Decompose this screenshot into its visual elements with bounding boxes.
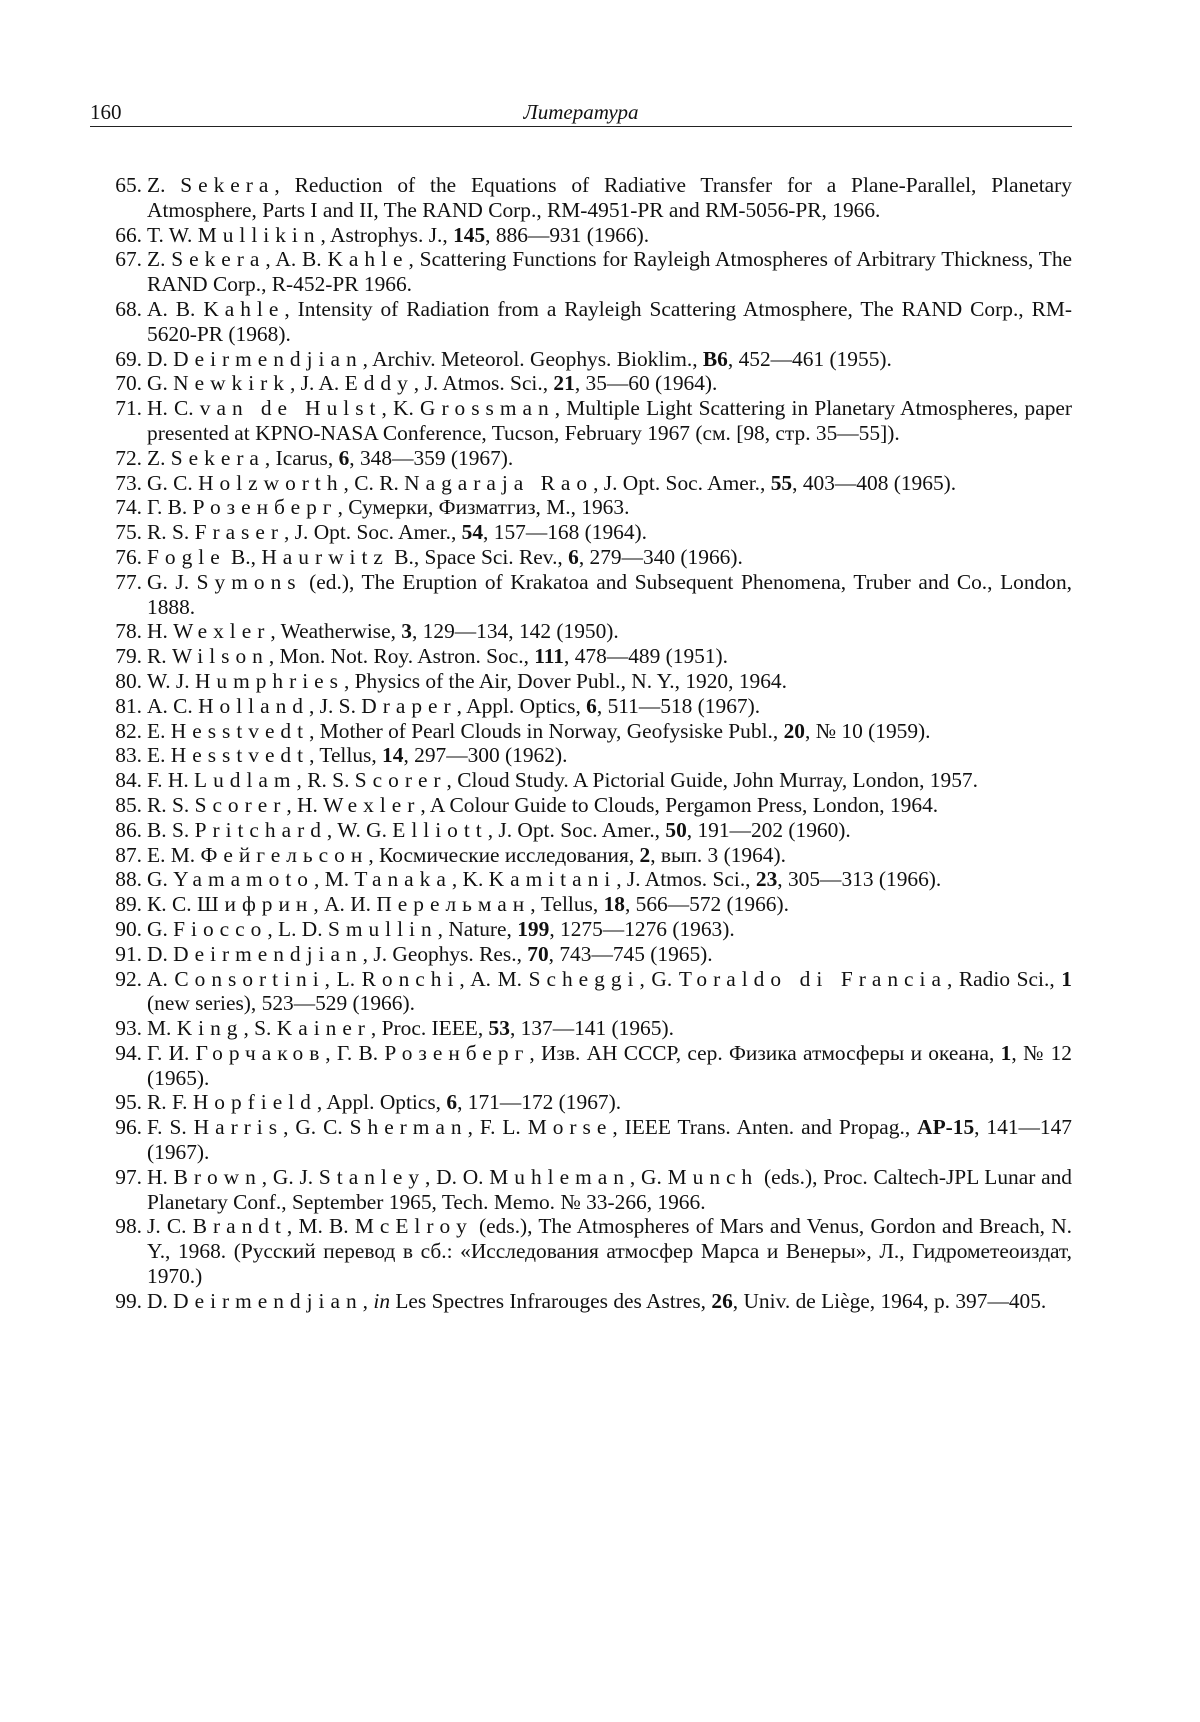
author-name: Hesstvedt [170, 743, 310, 768]
reference-text: , Proc. IEEE, [370, 1016, 489, 1041]
reference-text: , 305—313 (1966). [777, 867, 942, 892]
reference-text: , Cloud Study. A Pictorial Guide, John Murray, London, 1957. [446, 768, 978, 793]
reference-text: , Archiv. Meteorol. Geophys. Bioklim., [362, 346, 703, 371]
reference-text: , Tellus, [309, 743, 383, 768]
volume-number: 21 [553, 371, 575, 396]
volume-number: AP-15 [917, 1115, 975, 1140]
reference-number: 75. [115, 520, 142, 545]
reference-text: G. J. [147, 569, 197, 594]
author-name: Draper [361, 693, 457, 718]
author-name: Scorer [354, 768, 447, 793]
reference-text: H. [147, 1164, 174, 1189]
reference-number: 77. [115, 569, 142, 594]
reference-number: 82. [115, 718, 142, 743]
reference-number: 95. [115, 1090, 142, 1115]
reference-text: , 157—168 (1964). [483, 520, 648, 545]
reference-text: D. [147, 1288, 174, 1313]
author-name: Stanley [318, 1164, 426, 1189]
reference-text: B. S. [147, 817, 195, 842]
reference-text: Z. [147, 247, 172, 272]
reference-text: , А. И. [313, 892, 377, 917]
reference-text: Z. [147, 173, 181, 197]
author-name: Fraser [194, 520, 284, 545]
author-name: Munch [667, 1164, 759, 1189]
reference-text: B., Space Sci. Rev., [388, 544, 569, 569]
reference-item [90, 644, 1072, 669]
reference-text: , G. J. [261, 1164, 319, 1189]
reference-text: , № 12 (1965). [147, 1040, 1072, 1090]
author-name: Morse [527, 1115, 613, 1140]
reference-text: , Multiple Light Scattering in Planetary Atmospheres, paper presented at KPNO-NASA Conference, Tucson, February 1967 (см. [98, стр. 35—55]). [147, 396, 1073, 445]
reference-text: W. J. [147, 668, 195, 693]
volume-number: 50 [665, 817, 687, 842]
reference-item [90, 843, 1072, 868]
author-name: Фейгельсон [200, 842, 369, 867]
reference-text: , Изв. АН СССР, сер. Физика атмосферы и океана, [529, 1040, 1001, 1065]
reference-number: 69. [115, 346, 142, 371]
reference-text: , Appl. Optics, [316, 1090, 447, 1115]
reference-text: G. [147, 867, 174, 892]
reference-text: A. B. [147, 296, 204, 321]
reference-number: 66. [115, 222, 142, 247]
author-name: Pritchard [194, 817, 327, 842]
author-name: Горчаков [195, 1040, 326, 1065]
author-name: Consortini [174, 966, 325, 991]
reference-text: , D. O. [425, 1164, 490, 1189]
reference-text: , Physics of the Air, Dover Publ., N. Y., 1920, 1964. [343, 668, 787, 693]
reference-item [90, 743, 1072, 768]
reference-text: Е. М. [147, 842, 201, 867]
reference-text: , Weatherwise, [270, 619, 402, 644]
reference-number: 79. [115, 644, 142, 669]
author-name: Kahle [203, 296, 285, 321]
reference-number: 88. [115, 867, 142, 892]
reference-text: , F. L. [467, 1115, 528, 1140]
reference-number: 84. [115, 768, 142, 793]
volume-number: 6 [568, 544, 579, 569]
author-name: Yamamoto [173, 867, 314, 892]
reference-number: 65. [115, 173, 142, 197]
author-name: Hopfield [192, 1090, 317, 1115]
author-name: Brown [173, 1164, 262, 1189]
reference-text: (ed.), The Eruption of Krakatoa and Subsequent Phenomena, Truber and Co., London, 1888. [147, 569, 1072, 619]
reference-text: , M. B. [286, 1214, 355, 1239]
reference-number: 85. [115, 792, 142, 817]
reference-text: , Космические исследования, [368, 842, 640, 867]
page-number: 160 [90, 100, 122, 124]
author-name: King [176, 1016, 244, 1041]
reference-text: , J. S. [308, 693, 362, 718]
reference-text: , C. R. [343, 470, 405, 495]
reference-number: 67. [115, 247, 142, 272]
reference-number: 74. [115, 495, 142, 520]
reference-number: 80. [115, 668, 142, 693]
reference-text: , 511—518 (1967). [596, 693, 761, 718]
reference-text: , 478—489 (1951). [564, 644, 728, 669]
reference-text: , G. C. [283, 1115, 350, 1140]
reference-text: B., [225, 544, 262, 569]
reference-text: , Scattering Functions for Rayleigh Atmospheres of Arbitrary Thickness, The RAND Corp., R-452-PR 1966. [147, 247, 1073, 297]
reference-text: , Mon. Not. Roy. Astron. Soc., [268, 644, 535, 669]
reference-text: , H. [286, 792, 324, 817]
reference-text: , 403—408 (1965). [792, 470, 957, 495]
author-name: Kainer [276, 1016, 371, 1041]
reference-item [90, 1115, 1072, 1165]
reference-item [90, 446, 1072, 471]
reference-list [90, 173, 1072, 1314]
reference-text: К. С. [147, 892, 197, 917]
reference-text: , [362, 1288, 374, 1313]
author-name: Hesstvedt [170, 718, 310, 743]
author-name: Elliott [392, 817, 488, 842]
reference-text: (eds.), Proc. Caltech-JPL Lunar and Planetary Conf., September 1965, Tech. Memo. № 33-266, 1966. [147, 1164, 1072, 1214]
reference-text: , 1275—1276 (1963). [549, 916, 735, 941]
author-name: Kamitani [488, 867, 617, 892]
author-name: Deirmendjian [173, 346, 363, 371]
author-name: Wexler [323, 792, 421, 817]
author-name: Holland [198, 693, 309, 718]
reference-item [90, 669, 1072, 694]
reference-number: 68. [115, 296, 142, 321]
reference-text: , Univ. de Liège, 1964, p. 397—405. [732, 1288, 1047, 1313]
reference-text: , 886—931 (1966). [485, 222, 650, 247]
author-name: Sekera [180, 173, 275, 197]
author-name: Розенберг [384, 1040, 530, 1065]
reference-item [90, 867, 1072, 892]
reference-number: 98. [115, 1214, 142, 1239]
reference-item [90, 619, 1072, 644]
reference-text: , J. Geophys. Res., [362, 941, 528, 966]
reference-number: 93. [115, 1016, 142, 1041]
volume-number: 20 [783, 718, 805, 743]
italic-text: in [373, 1288, 391, 1313]
reference-text: , G. [629, 1164, 668, 1189]
reference-text: , M. [314, 867, 355, 892]
reference-number: 72. [115, 445, 142, 470]
reference-text: (eds.), The Atmospheres of Mars and Venus, Gordon and Breach, N. Y., 1968. (Русский перевод в сб.: «Исследования атмосфер Марса и Венеры», Л., Гидрометеоиздат, 1970.) [147, 1214, 1073, 1289]
volume-number: 18 [603, 892, 625, 917]
reference-item [90, 247, 1072, 297]
reference-item [90, 396, 1072, 446]
reference-item [90, 1289, 1072, 1314]
reference-item [90, 570, 1072, 620]
reference-text: H. [147, 619, 174, 644]
reference-text: , Radio Sci., [946, 966, 1062, 991]
reference-text: G. [147, 371, 174, 396]
reference-text: , 279—340 (1966). [578, 544, 743, 569]
reference-text: A. [147, 966, 175, 991]
author-name: Розенберг [192, 495, 338, 520]
author-name: Sekera [171, 247, 266, 272]
reference-item [90, 917, 1072, 942]
volume-number: 145 [453, 222, 486, 247]
reference-text: , K. [451, 867, 489, 892]
reference-text: R. S. [147, 792, 195, 817]
reference-text: F. H. [147, 768, 195, 793]
reference-number: 78. [115, 619, 142, 644]
volume-number: 2 [639, 842, 651, 867]
reference-text: , J. A. [289, 371, 345, 396]
reference-item [90, 818, 1072, 843]
reference-text: , J. Opt. Soc. Amer., [593, 470, 771, 495]
volume-number: 26 [711, 1288, 733, 1313]
reference-text: , K. [381, 396, 420, 421]
reference-text: , R. S. [296, 768, 355, 793]
reference-text: , Icarus, [264, 445, 339, 470]
author-name: Перельман [376, 892, 531, 917]
reference-item [90, 297, 1072, 347]
reference-text: , 743—745 (1965). [548, 941, 713, 966]
reference-text: , Г. В. [325, 1040, 385, 1065]
reference-text: , J. Atmos. Sci., [616, 867, 756, 892]
author-name: Muhleman [489, 1164, 630, 1189]
author-name: Scorer [194, 792, 287, 817]
reference-item [90, 371, 1072, 396]
reference-text: , № 10 (1959). [804, 718, 931, 743]
reference-number: 91. [115, 941, 142, 966]
volume-number: 111 [534, 644, 565, 669]
reference-item [90, 768, 1072, 793]
author-name: Smullin [327, 916, 438, 941]
reference-text: , 141—147 (1967). [147, 1115, 1072, 1165]
volume-number: B6 [702, 346, 728, 371]
reference-text: , S. [243, 1016, 277, 1041]
author-name: Sekera [170, 445, 265, 470]
volume-number: 53 [488, 1016, 510, 1041]
author-name: Toraldo di Francia [678, 966, 947, 991]
author-name: Wexler [173, 619, 271, 644]
reference-text: R. F. [147, 1090, 193, 1115]
reference-text: H. C. [147, 396, 200, 421]
reference-text: (new series), 523—529 (1966). [147, 991, 415, 1016]
volume-number: 6 [446, 1090, 458, 1115]
author-name: Fiocco [173, 916, 268, 941]
author-name: Deirmendjian [173, 941, 363, 966]
reference-text: , 348—359 (1967). [349, 445, 514, 470]
reference-text: G. C. [147, 470, 199, 495]
reference-item [90, 495, 1072, 520]
author-name: Newkirk [173, 371, 290, 396]
reference-number: 71. [115, 396, 142, 421]
author-name: Brandt [192, 1214, 287, 1239]
reference-item [90, 1214, 1072, 1288]
reference-text: , 171—172 (1967). [457, 1090, 622, 1115]
reference-text: , Astrophys. J., [320, 222, 454, 247]
author-name: Symons [196, 569, 302, 594]
reference-number: 83. [115, 743, 142, 768]
reference-text: A. C. [147, 693, 199, 718]
reference-text: E. [147, 743, 171, 768]
reference-item [90, 942, 1072, 967]
reference-text: D. [147, 346, 174, 371]
reference-text: , W. G. [326, 817, 393, 842]
author-name: Ronchi [361, 966, 460, 991]
author-name: Ludlam [194, 768, 297, 793]
reference-number: 87. [115, 842, 142, 867]
reference-text: , Nature, [437, 916, 518, 941]
reference-text: , J. Opt. Soc. Amer., [487, 817, 666, 842]
running-title: Литература [523, 100, 639, 124]
reference-text: T. W. [147, 222, 198, 247]
reference-item [90, 1016, 1072, 1041]
reference-text: , Mother of Pearl Clouds in Norway, Geofysiske Publ., [309, 718, 784, 743]
volume-number: 14 [382, 743, 404, 768]
author-name: Шифрин [196, 892, 314, 917]
volume-number: 70 [527, 941, 549, 966]
reference-item [90, 892, 1072, 917]
reference-number: 76. [115, 544, 142, 569]
reference-item [90, 520, 1072, 545]
reference-item [90, 347, 1072, 372]
author-name: Humphries [194, 668, 344, 693]
reference-text: , 566—572 (1966). [624, 892, 789, 917]
reference-text: , 452—461 (1955). [727, 346, 892, 371]
reference-item [90, 967, 1072, 1017]
reference-number: 90. [115, 916, 142, 941]
reference-text: , L. [324, 966, 362, 991]
reference-text: E. [147, 718, 171, 743]
reference-text: Z. [147, 445, 171, 470]
reference-text: , Intensity of Radiation from a Rayleigh Scattering Atmosphere, The RAND Corp., RM-5620-PR (1968). [147, 296, 1072, 346]
reference-text: , IEEE Trans. Anten. and Propag., [612, 1115, 918, 1140]
reference-item [90, 545, 1072, 570]
reference-text: , 35—60 (1964). [574, 371, 718, 396]
author-name: Kahle [327, 247, 409, 272]
author-name: Sherman [349, 1115, 468, 1140]
reference-text: , Appl. Optics, [456, 693, 587, 718]
reference-text: , J. Atmos. Sci., [413, 371, 554, 396]
volume-number: 23 [755, 867, 778, 892]
reference-number: 89. [115, 892, 142, 917]
reference-text: , J. Opt. Soc. Amer., [283, 520, 462, 545]
reference-text: , 137—141 (1965). [509, 1016, 674, 1041]
reference-text: Г. В. [147, 495, 193, 520]
reference-text: , L. D. [267, 916, 328, 941]
book-page [90, 96, 1072, 1314]
volume-number: 3 [401, 619, 412, 644]
reference-number: 94. [115, 1040, 142, 1065]
reference-item [90, 223, 1072, 248]
reference-item [90, 173, 1072, 223]
reference-text: , A. M. [459, 966, 529, 991]
reference-number: 97. [115, 1164, 142, 1189]
reference-text: , 297—300 (1962). [403, 743, 568, 768]
reference-text: , Сумерки, Физматгиз, М., 1963. [337, 495, 630, 520]
page-header [90, 96, 1072, 127]
volume-number: 55 [770, 470, 793, 495]
reference-text: , G. [639, 966, 679, 991]
reference-number: 96. [115, 1115, 142, 1140]
reference-text: , 129—134, 142 (1950). [411, 619, 619, 644]
reference-item [90, 793, 1072, 818]
reference-item [90, 719, 1072, 744]
volume-number: 1 [1000, 1040, 1012, 1065]
author-name: Nagaraja Rao [404, 470, 594, 495]
volume-number: 6 [338, 445, 350, 470]
volume-number: 1 [1061, 966, 1072, 991]
author-name: Grossman [420, 396, 555, 421]
author-name: Tanaka [354, 867, 452, 892]
reference-text: M. [147, 1016, 177, 1041]
author-name: Scheggi [528, 966, 640, 991]
reference-text: , A Colour Guide to Clouds, Pergamon Press, London, 1964. [420, 792, 939, 817]
reference-item [90, 694, 1072, 719]
reference-text: R. S. [147, 520, 195, 545]
reference-text: , вып. 3 (1964). [650, 842, 786, 867]
author-name: McElroy [354, 1214, 473, 1239]
reference-number: 81. [115, 693, 142, 718]
reference-text: Г. И. [147, 1040, 196, 1065]
reference-number: 86. [115, 817, 142, 842]
reference-text: , A. B. [265, 247, 328, 272]
reference-text: F. S. [147, 1115, 194, 1140]
reference-number: 99. [115, 1288, 142, 1313]
author-name: Eddy [344, 371, 414, 396]
author-name: Haurwitz [261, 544, 389, 569]
reference-number: 73. [115, 470, 142, 495]
reference-number: 70. [115, 371, 142, 396]
author-name: Mullikin [197, 222, 321, 247]
reference-text: D. [147, 941, 174, 966]
reference-item [90, 1041, 1072, 1091]
author-name: van de Hulst [199, 396, 382, 421]
reference-number: 92. [115, 966, 142, 991]
author-name: Deirmendjian [173, 1288, 363, 1313]
author-name: Fogle [147, 544, 226, 569]
volume-number: 6 [586, 693, 597, 718]
volume-number: 54 [461, 520, 484, 545]
reference-item [90, 1090, 1072, 1115]
reference-item [90, 1165, 1072, 1215]
author-name: Holzworth [198, 470, 344, 495]
reference-text: , Reduction of the Equations of Radiative Transfer for a Plane-Parallel, Planetary Atmosphere, Parts I and II, The RAND Corp., RM-4951-PR and RM-5056-PR, 1966. [147, 173, 1072, 222]
author-name: Wilson [171, 644, 269, 669]
reference-text: , 191—202 (1960). [686, 817, 851, 842]
reference-text: , Tellus, [530, 892, 604, 917]
volume-number: 199 [517, 916, 550, 941]
reference-text: R. [147, 644, 172, 669]
author-name: Harris [193, 1115, 284, 1140]
reference-item [90, 471, 1072, 496]
reference-text: G. [147, 916, 174, 941]
reference-text: J. C. [147, 1214, 193, 1239]
reference-text: Les Spectres Infrarouges des Astres, [390, 1288, 712, 1313]
